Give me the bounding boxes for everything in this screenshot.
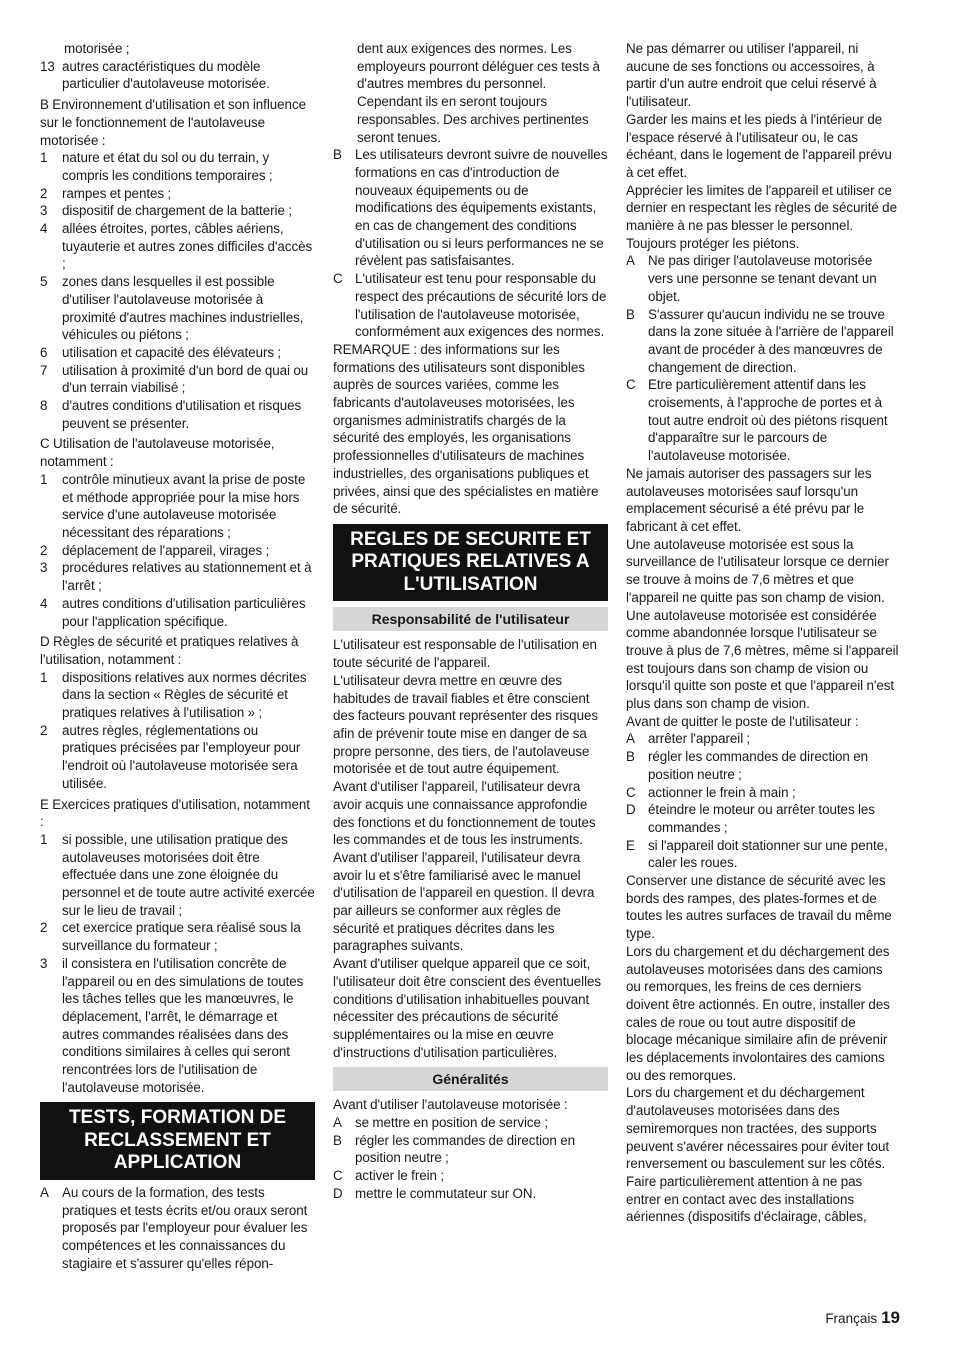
list-marker: 4	[40, 595, 48, 611]
paragraph: L'utilisateur devra mettre en œuvre des habitudes de travail fiables et être conscient des facteurs pouvant représenter des risques afin de prévenir toute mise en danger de sa propre personne, des tiers, de l'autolaveuse motorisée et de tout autre équipement.	[333, 672, 599, 777]
paragraph: B Environnement d'utilisation et son influence sur le fonctionnement de l'autolaveuse motorisée :	[40, 97, 306, 148]
list-marker: 4	[40, 221, 48, 237]
list-marker: 3	[40, 560, 48, 576]
list-text: autres règles, réglementations ou pratiques précisées par l'employeur pour l'endroit où l'autolaveuse motorisée sera utilisée.	[62, 722, 301, 791]
list-item	[333, 1132, 608, 1167]
list-item	[626, 376, 900, 465]
list-marker: 7	[40, 362, 48, 378]
list-text: dispositif de chargement de la batterie ;	[62, 203, 292, 219]
paragraph: Conserver une distance de sécurité avec les bords des rampes, des plates-formes et de toutes les autres surfaces de travail du même type.	[626, 873, 892, 942]
list-item	[626, 801, 900, 836]
paragraph: L'utilisateur est responsable de l'utilisation en toute sécurité de l'appareil.	[333, 637, 597, 671]
section-heading: REGLES DE SECURITE ET PRATIQUES RELATIVES A L'UTILISATION	[333, 524, 608, 602]
list-text: Etre particulièrement attentif dans les croisements, à l'approche de portes et à tout autre endroit où des piétons risquent d'apparaître sur le parcours de l'autolaveuse motorisée.	[648, 377, 888, 464]
list-item	[626, 748, 900, 783]
list-marker: A	[40, 1184, 49, 1200]
list-text: autres conditions d'utilisation particulières pour l'application spécifique.	[62, 595, 306, 629]
list-item	[40, 471, 315, 542]
paragraph: Ne jamais autoriser des passagers sur les autolaveuses motorisées sauf lorsqu'un emplacement sécurisé a été prévu par le fabricant à cet effet.	[626, 465, 872, 534]
paragraph: Lors du chargement et du déchargement d'autolaveuses motorisées dans des semiremorques non tractées, des supports peuvent s'avérer nécessaires pour éviter tout renversement ou basculement sur les côtés.	[626, 1085, 890, 1172]
list-text: utilisation à proximité d'un bord de quai ou d'un terrain viabilisé ;	[62, 362, 309, 396]
list-marker: B	[626, 306, 635, 322]
list-text: rampes et pentes ;	[62, 185, 172, 201]
paragraph: Une autolaveuse motorisée est considérée comme abandonnée lorsque l'utilisateur se trouve à plus de 7,6 mètres, même si l'appareil est toujours dans son champ de vision ou lorsqu'il quitte son poste et que l'appareil n'est plus dans son champ de vision.	[626, 607, 899, 712]
list-item	[40, 831, 315, 920]
paragraph: Faire particulièrement attention à ne pas entrer en contact avec des installations aériennes (dispositifs d'éclairage, câbles,	[626, 1174, 867, 1225]
list-text: mettre le commutateur sur ON.	[355, 1185, 537, 1201]
list-marker: D	[626, 802, 636, 818]
list-item	[40, 955, 315, 1097]
list-marker: A	[333, 1115, 342, 1131]
page-number: 19	[881, 1308, 900, 1327]
paragraph: D Règles de sécurité et pratiques relatives à l'utilisation, notamment :	[40, 634, 299, 667]
column-middle	[333, 40, 608, 1203]
page-footer	[825, 1308, 900, 1328]
list-item	[333, 1185, 608, 1203]
list-item	[40, 58, 315, 93]
list-item	[40, 669, 315, 722]
list-item	[40, 722, 315, 793]
list-marker: 1	[40, 669, 48, 685]
list-item	[626, 252, 900, 305]
column-left	[40, 40, 315, 1273]
list-item	[40, 344, 315, 362]
list-marker: 2	[40, 722, 48, 738]
list-text: utilisation et capacité des élévateurs ;	[62, 344, 282, 360]
list-text: il consistera en l'utilisation concrète de l'appareil ou en des simulations de toutes les tâches telles que les manœuvres, le déplacement, l'arrêt, le démarrage et autres commandes réalisées dans des conditions similaires à celles qui seront rencontrées lors de l'utilisation de l'autolaveuse motorisée.	[62, 955, 304, 1095]
list-marker: C	[333, 1168, 343, 1184]
list-item	[40, 542, 315, 560]
list-item	[40, 595, 315, 630]
list-text: Au cours de la formation, des tests pratiques et tests écrits et/ou oraux seront proposés par l'employeur pour évaluer les compétences et les connaissances du stagiaire et s'assurer qu'elles répon-	[62, 1184, 308, 1271]
list-item	[40, 149, 315, 184]
list-marker: 3	[40, 955, 48, 971]
list-text: éteindre le moteur ou arrêter toutes les commandes ;	[648, 802, 875, 835]
subsection-heading: Généralités	[333, 1067, 608, 1091]
list-text: dispositions relatives aux normes décrites dans la section « Règles de sécurité et pratiques relatives à l'utilisation » ;	[62, 669, 307, 721]
paragraph: C Utilisation de l'autolaveuse motorisée, notamment :	[40, 436, 275, 470]
paragraph: Avant d'utiliser l'autolaveuse motorisée :	[333, 1097, 568, 1113]
list-marker: 2	[40, 920, 48, 936]
list-item	[333, 1114, 608, 1132]
list-marker: E	[626, 837, 635, 853]
paragraph: E Exercices pratiques d'utilisation, notamment :	[40, 796, 310, 830]
paragraph: motorisée ;	[64, 41, 130, 56]
list-item	[333, 1167, 608, 1185]
list-text: nature et état du sol ou du terrain, y compris les conditions temporaires ;	[62, 150, 273, 183]
list-item	[626, 784, 900, 802]
list-item	[626, 837, 900, 872]
paragraph: Avant d'utiliser l'appareil, l'utilisateur devra avoir acquis une connaissance approfondie des fonctions et du fonctionnement de toutes les commandes et de tous les instruments.	[333, 779, 596, 848]
list-text: Les utilisateurs devront suivre de nouvelles formations en cas d'introduction de nouveaux équipements ou de modifications des équipements existants, en cas de changement des conditions d'utilisation ou si leurs performances ne se révèlent pas satisfaisantes.	[355, 147, 608, 269]
list-item	[40, 1184, 315, 1273]
list-marker: D	[333, 1185, 343, 1201]
paragraph: Avant d'utiliser l'appareil, l'utilisateur devra avoir lu et s'être familiarisé avec le manuel d'utilisation de l'appareil en question. Il devra par ailleurs se conformer aux règles de sécurité et pratiques décrites dans les paragraphes suivants.	[333, 849, 595, 954]
list-item	[40, 397, 315, 432]
list-text: Ne pas diriger l'autolaveuse motorisée vers une personne se tenant devant un objet.	[648, 253, 877, 304]
list-marker: C	[626, 377, 636, 393]
list-item	[333, 146, 608, 270]
list-marker: A	[626, 731, 635, 747]
list-marker: 6	[40, 344, 48, 360]
list-text: zones dans lesquelles il est possible d'utiliser l'autolaveuse motorisée à proximité d'autres machines industrielles, véhicules ou piétons ;	[62, 274, 304, 343]
list-text: si possible, une utilisation pratique des autolaveuses motorisées doit être effectuée dans une zone éloignée du personnel et de toute autre activité exercée sur le lieu de travail ;	[62, 831, 315, 918]
list-item	[40, 202, 315, 220]
list-text: contrôle minutieux avant la prise de poste et méthode appropriée pour la mise hors service d'une autolaveuse motorisée nécessitant des réparations ;	[62, 471, 306, 540]
paragraph: Avant d'utiliser quelque appareil que ce soit, l'utilisateur doit être conscient des éventuelles conditions d'utilisation inhabituelles pouvant nécessiter des précautions de sécurité supplémentaires ou la mise en œuvre d'instructions d'utilisation particulières.	[333, 956, 602, 1060]
list-item	[40, 220, 315, 273]
list-marker: C	[333, 271, 343, 287]
list-text: arrêter l'appareil ;	[648, 731, 751, 747]
list-item	[626, 306, 900, 377]
list-item	[333, 270, 608, 341]
list-marker: 3	[40, 203, 48, 219]
paragraph: Avant de quitter le poste de l'utilisateur :	[626, 713, 859, 729]
list-text: si l'appareil doit stationner sur une pente, caler les roues.	[648, 837, 888, 871]
list-marker: C	[626, 784, 636, 800]
list-marker: 1	[40, 150, 48, 166]
list-item	[626, 730, 900, 748]
list-marker: A	[626, 253, 635, 269]
footer-language: Français	[825, 1311, 878, 1326]
list-item	[40, 559, 315, 594]
list-text: L'utilisateur est tenu pour responsable du respect des précautions de sécurité lors de l'utilisation de l'autolaveuse motorisée, conformément aux exigences des normes.	[355, 271, 607, 340]
list-marker: B	[333, 147, 342, 163]
list-marker: 1	[40, 471, 48, 487]
list-text: procédures relatives au stationnement et à l'arrêt ;	[62, 560, 312, 594]
section-heading: TESTS, FORMATION DE RECLASSEMENT ET APPLICATION	[40, 1102, 315, 1180]
list-marker: B	[626, 749, 635, 765]
subsection-heading: Responsabilité de l'utilisateur	[333, 607, 608, 631]
list-text: régler les commandes de direction en position neutre ;	[648, 749, 868, 782]
list-text: cet exercice pratique sera réalisé sous la surveillance du formateur ;	[62, 920, 301, 954]
list-marker: 2	[40, 185, 48, 201]
list-item	[40, 919, 315, 954]
list-item	[40, 273, 315, 344]
list-marker: 8	[40, 398, 48, 414]
list-text: régler les commandes de direction en position neutre ;	[355, 1132, 575, 1166]
list-text: déplacement de l'appareil, virages ;	[62, 542, 270, 558]
paragraph: Garder les mains et les pieds à l'intérieur de l'espace réservé à l'utilisateur ou, le cas échéant, dans le logement de l'appareil prévu à cet effet.	[626, 111, 892, 180]
paragraph: Une autolaveuse motorisée est sous la surveillance de l'utilisateur lorsque ce dernier se trouve à moins de 7,6 mètres et que l'appareil ne quitte pas son champ de vision.	[626, 536, 889, 605]
list-text: allées étroites, portes, câbles aériens, tuyauterie et autres zones difficiles d'accès ;	[62, 221, 313, 272]
paragraph: Ne pas démarrer ou utiliser l'appareil, ni aucune de ses fonctions ou accessoires, à partir d'un autre endroit que celui réservé à l'utilisateur.	[626, 41, 877, 110]
list-text: d'autres conditions d'utilisation et risques peuvent se présenter.	[62, 398, 302, 431]
list-text: autres caractéristiques du modèle particulier d'autolaveuse motorisée.	[62, 58, 270, 92]
note-paragraph: REMARQUE : des informations sur les formations des utilisateurs sont disponibles auprès de sources variées, comme les fabricants d'autolaveuses motorisées, les organismes administratifs chargés de la sécurité des employés, les organisations professionnelles d'utilisateurs de machines industrielles, des organisations publiques et privées, ainsi que des spécialistes en matière de sécurité.	[333, 341, 599, 517]
list-marker: 2	[40, 542, 48, 558]
paragraph: Apprécier les limites de l'appareil et utiliser ce dernier en respectant les règles de sécurité de manière à ne pas blesser le personnel. Toujours protéger les piétons.	[626, 182, 897, 251]
list-marker: 5	[40, 274, 48, 290]
list-marker: 1	[40, 831, 48, 847]
list-item	[40, 185, 315, 203]
list-text: S'assurer qu'aucun individu ne se trouve dans la zone située à l'arrière de l'appareil avant de procéder à des manœuvres de changement de direction.	[648, 306, 894, 375]
list-text: actionner le frein à main ;	[648, 784, 796, 800]
paragraph: Lors du chargement et du déchargement des autolaveuses motorisées dans des camions ou remorques, les freins de ces derniers doivent être actionnés. En outre, installer des cales de roue ou tout autre dispositif de blocage mécanique similaire afin de prévenir les déplacements involontaires des camions ou des remorques.	[626, 943, 890, 1083]
list-marker: 13	[40, 58, 55, 74]
list-marker: B	[333, 1132, 342, 1148]
paragraph: dent aux exigences des normes. Les employeurs pourront déléguer ces tests à d'autres membres du personnel. Cependant ils en seront toujours responsables. Des archives pertinentes seront tenues.	[357, 41, 600, 145]
column-right	[626, 40, 900, 1226]
list-text: activer le frein ;	[355, 1168, 444, 1184]
list-item	[40, 362, 315, 397]
list-text: se mettre en position de service ;	[355, 1115, 548, 1131]
